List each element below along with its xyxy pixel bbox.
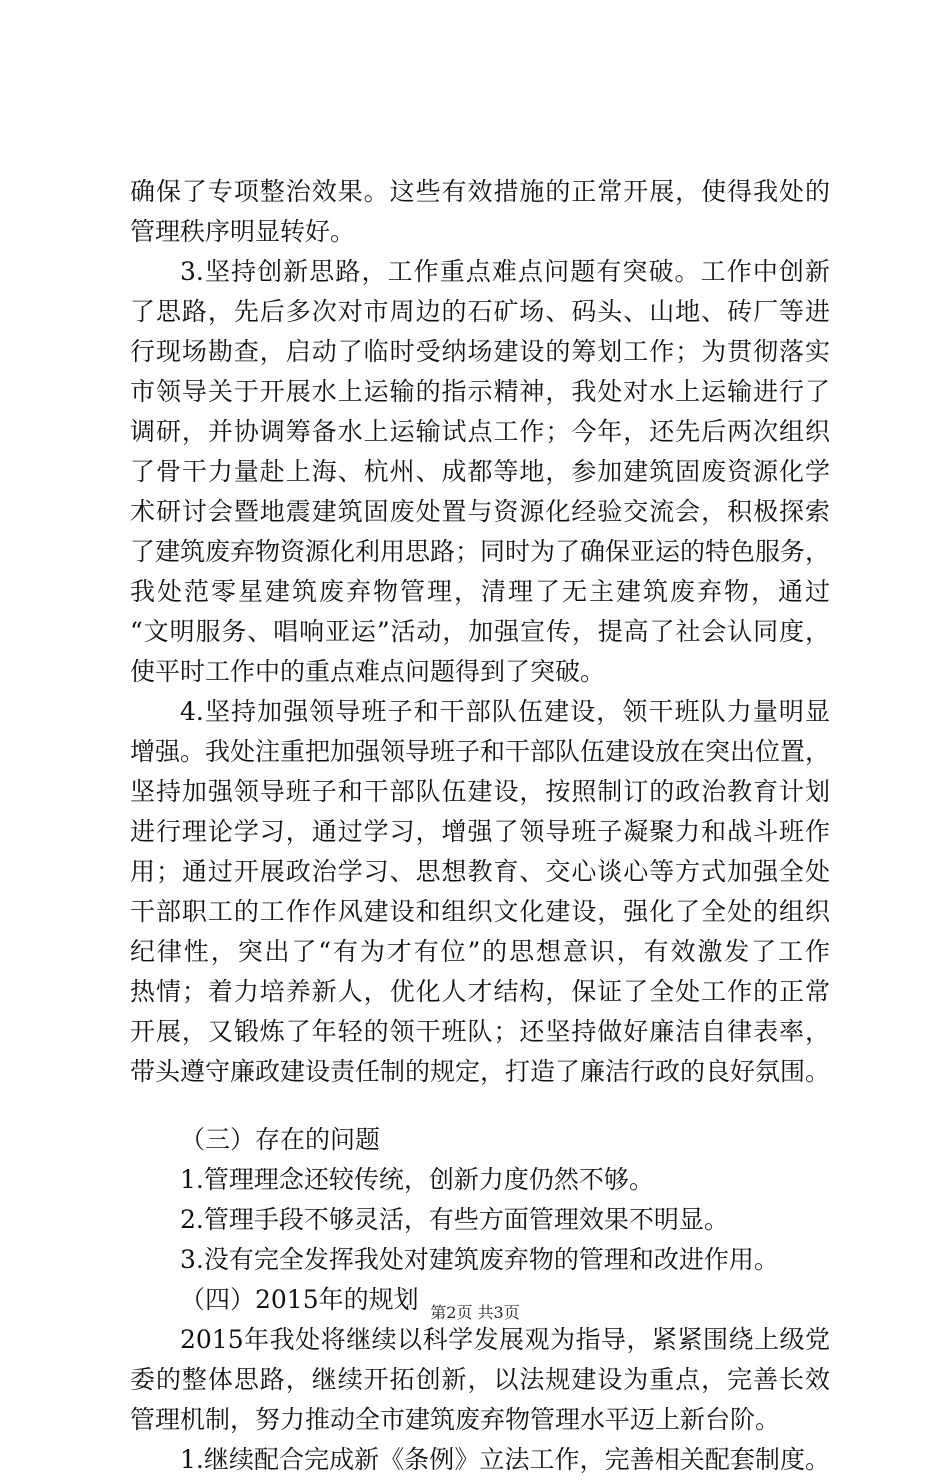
- paragraph-line: 调研，并协调筹备水上运输试点工作；今年，还先后两次组织: [130, 417, 830, 446]
- paragraph-line: 管理机制，努力推动全市建筑废弃物管理水平迈上新台阶。: [130, 1405, 781, 1434]
- paragraph-line: 了思路，先后多次对市周边的石矿场、码头、山地、砖厂等进: [130, 297, 830, 326]
- paragraph-line: 委的整体思路，继续开拓创新，以法规建设为重点，完善长效: [130, 1365, 830, 1394]
- paragraph-line: 了骨干力量赴上海、杭州、成都等地，参加建筑固废资源化学: [130, 457, 830, 486]
- list-item: 1.继续配合完成新《条例》立法工作，完善相关配套制度。: [180, 1445, 830, 1474]
- paragraph-line: 术研讨会暨地震建筑固废处置与资源化经验交流会，积极探索: [130, 497, 830, 526]
- list-item: 3.没有完全发挥我处对建筑废弃物的管理和改进作用。: [180, 1245, 779, 1274]
- paragraph-line: 4.坚持加强领导班子和干部队伍建设，领干班队力量明显: [180, 697, 830, 726]
- paragraph-line: 用；通过开展政治学习、思想教育、交心谈心等方式加强全处: [130, 857, 830, 886]
- paragraph-line: 纪律性，突出了“有为才有位”的思想意识，有效激发了工作: [130, 937, 830, 966]
- paragraph-gap: [130, 1092, 830, 1120]
- paragraph-line: 增强。我处注重把加强领导班子和干部队伍建设放在突出位置，: [130, 737, 831, 766]
- page-number-footer: 第2页 共3页: [430, 1303, 520, 1322]
- paragraph-line: 干部职工的工作作风建设和组织文化建设，强化了全处的组织: [130, 897, 830, 926]
- paragraph-line: 带头遵守廉政建设责任制的规定，打造了廉洁行政的良好氛围。: [130, 1057, 831, 1086]
- paragraph-line: 确保了专项整治效果。这些有效措施的正常开展，使得我处的: [130, 177, 830, 206]
- paragraph-line: 我处范零星建筑废弃物管理，清理了无主建筑废弃物，通过: [130, 577, 830, 606]
- paragraph-line: 市领导关于开展水上运输的指示精神，我处对水上运输进行了: [130, 377, 830, 406]
- paragraph-line: 3.坚持创新思路，工作重点难点问题有突破。工作中创新: [180, 257, 830, 286]
- list-item: 2.管理手段不够灵活，有些方面管理效果不明显。: [180, 1205, 729, 1234]
- paragraph-line: 了建筑废弃物资源化利用思路；同时为了确保亚运的特色服务，: [130, 537, 831, 566]
- paragraph-line: 行现场勘查，启动了临时受纳场建设的筹划工作；为贯彻落实: [130, 337, 830, 366]
- section-heading: （三）存在的问题: [180, 1125, 381, 1154]
- section-heading: （四）2015年的规划: [180, 1285, 419, 1314]
- paragraph-line: 管理秩序明显转好。: [130, 217, 356, 246]
- list-item: 1.管理理念还较传统，创新力度仍然不够。: [180, 1165, 654, 1194]
- paragraph-line: “文明服务、唱响亚运”活动，加强宣传，提高了社会认同度，: [130, 617, 830, 646]
- paragraph-line: 2015年我处将继续以科学发展观为指导，紧紧围绕上级党: [180, 1325, 830, 1354]
- paragraph-line: 坚持加强领导班子和干部队伍建设，按照制订的政治教育计划: [130, 777, 830, 806]
- paragraph-line: 使平时工作中的重点难点问题得到了突破。: [130, 657, 606, 686]
- paragraph-line: 开展，又锻炼了年轻的领干班队；还坚持做好廉洁自律表率，: [130, 1017, 830, 1046]
- paragraph-line: 热情；着力培养新人，优化人才结构，保证了全处工作的正常: [130, 977, 830, 1006]
- document-body: [130, 172, 830, 1480]
- paragraph-line: 进行理论学习，通过学习，增强了领导班子凝聚力和战斗班作: [130, 817, 830, 846]
